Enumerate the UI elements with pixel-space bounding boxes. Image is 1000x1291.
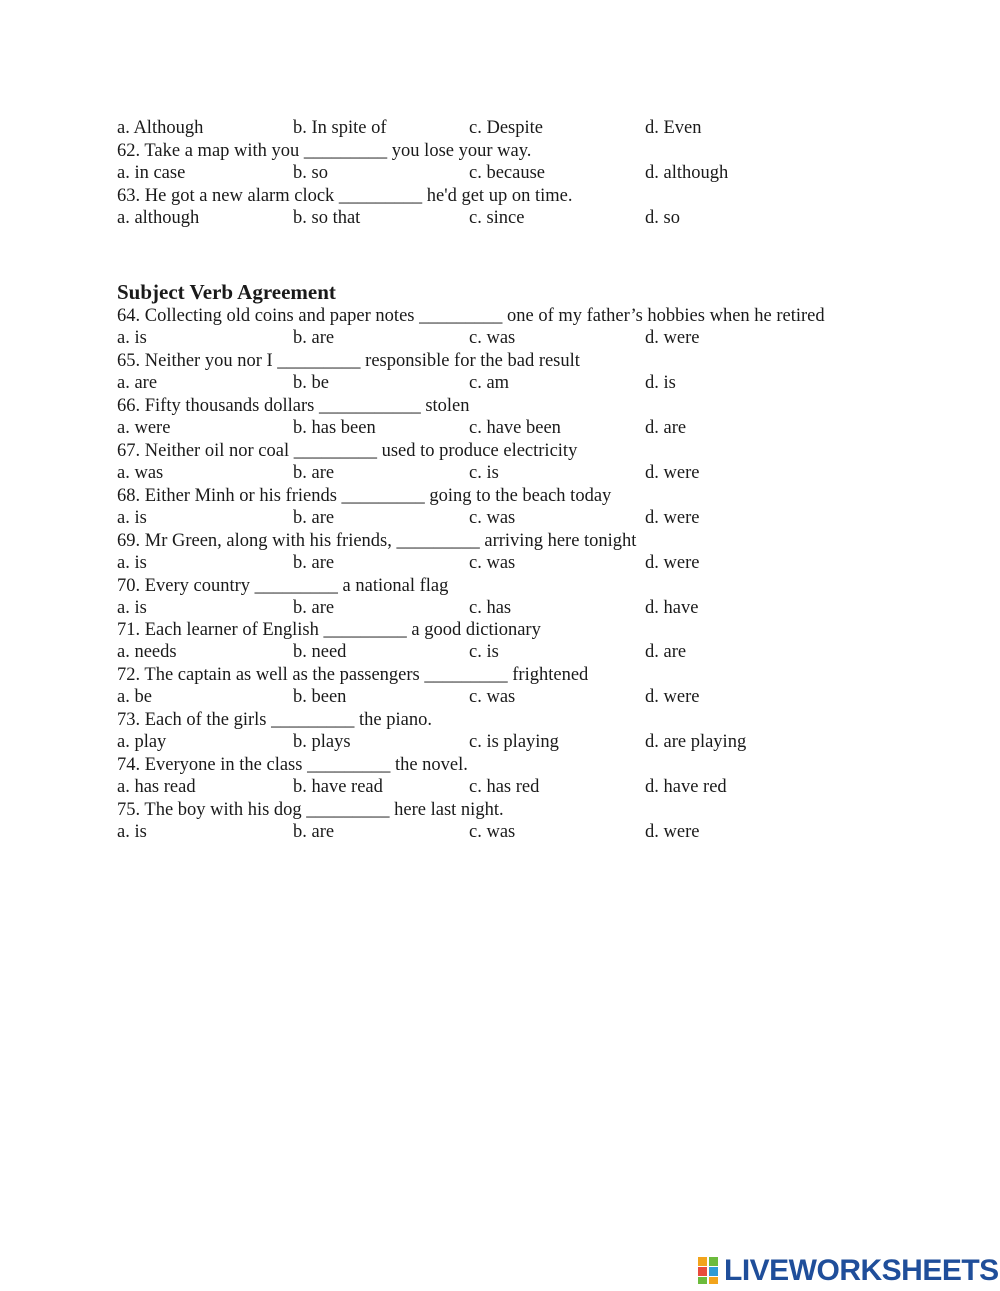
option-b[interactable]: b. are bbox=[293, 553, 335, 573]
option-a[interactable]: a. is bbox=[117, 598, 147, 618]
option-c[interactable]: c. is bbox=[469, 463, 499, 483]
question-67: 67. Neither oil nor coal _________ used to produce electricity bbox=[117, 441, 578, 461]
option-c[interactable]: c. since bbox=[469, 208, 525, 228]
option-b[interactable]: b. are bbox=[293, 508, 335, 528]
question-74: 74. Everyone in the class _________ the novel. bbox=[117, 755, 468, 775]
liveworksheets-logo bbox=[698, 1256, 999, 1286]
option-a[interactable]: a. be bbox=[117, 687, 152, 707]
option-b[interactable]: b. be bbox=[293, 373, 329, 393]
option-a[interactable]: a. are bbox=[117, 373, 158, 393]
option-b[interactable]: b. so bbox=[293, 163, 328, 183]
option-b[interactable]: b. has been bbox=[293, 418, 376, 438]
option-a[interactable]: a. has read bbox=[117, 777, 196, 797]
question-71: 71. Each learner of English _________ a good dictionary bbox=[117, 620, 541, 640]
option-d[interactable]: d. so bbox=[645, 208, 680, 228]
options-row-71 bbox=[117, 641, 837, 663]
option-d[interactable]: d. were bbox=[645, 463, 700, 483]
options-row-67 bbox=[117, 462, 837, 484]
option-d[interactable]: d. are playing bbox=[645, 732, 747, 752]
option-c[interactable]: c. was bbox=[469, 328, 516, 348]
options-row-70 bbox=[117, 597, 837, 619]
option-d[interactable]: d. although bbox=[645, 163, 729, 183]
question-70: 70. Every country _________ a national flag bbox=[117, 576, 449, 596]
option-b[interactable]: b. so that bbox=[293, 208, 361, 228]
options-row-65 bbox=[117, 372, 837, 394]
option-a[interactable]: a. were bbox=[117, 418, 171, 438]
option-a[interactable]: a. although bbox=[117, 208, 200, 228]
question-62: 62. Take a map with you _________ you lose your way. bbox=[117, 141, 532, 161]
options-row-66 bbox=[117, 417, 837, 439]
option-d[interactable]: d. were bbox=[645, 508, 700, 528]
option-a[interactable]: a. in case bbox=[117, 163, 186, 183]
option-c[interactable]: c. has bbox=[469, 598, 512, 618]
option-b[interactable]: b. been bbox=[293, 687, 347, 707]
option-d[interactable]: d. were bbox=[645, 553, 700, 573]
option-b[interactable]: b. are bbox=[293, 328, 335, 348]
options-row-75 bbox=[117, 821, 837, 843]
option-a[interactable]: a. is bbox=[117, 553, 147, 573]
option-a[interactable]: a. was bbox=[117, 463, 164, 483]
question-69: 69. Mr Green, along with his friends, _________ arriving here tonight bbox=[117, 531, 637, 551]
option-d[interactable]: d. is bbox=[645, 373, 676, 393]
option-d[interactable]: d. have red bbox=[645, 777, 727, 797]
logo-squares-icon bbox=[698, 1257, 720, 1285]
question-64: 64. Collecting old coins and paper notes _________ one of my father’s hobbies when he retired bbox=[117, 306, 825, 326]
option-d[interactable]: d. were bbox=[645, 328, 700, 348]
option-a[interactable]: a. is bbox=[117, 508, 147, 528]
option-c[interactable]: c. was bbox=[469, 553, 516, 573]
option-c[interactable]: c. has red bbox=[469, 777, 540, 797]
options-row-68 bbox=[117, 507, 837, 529]
option-b[interactable]: b. need bbox=[293, 642, 347, 662]
option-b[interactable]: b. have read bbox=[293, 777, 383, 797]
option-c[interactable]: c. is playing bbox=[469, 732, 559, 752]
option-b[interactable]: b. are bbox=[293, 822, 335, 842]
option-d[interactable]: d. have bbox=[645, 598, 699, 618]
option-c[interactable]: c. Despite bbox=[469, 118, 543, 138]
options-row-69 bbox=[117, 552, 837, 574]
option-d[interactable]: d. Even bbox=[645, 118, 702, 138]
question-63: 63. He got a new alarm clock _________ he'd get up on time. bbox=[117, 186, 573, 206]
options-row-62 bbox=[117, 162, 837, 184]
option-d[interactable]: d. are bbox=[645, 642, 687, 662]
option-c[interactable]: c. was bbox=[469, 822, 516, 842]
question-73: 73. Each of the girls _________ the piano. bbox=[117, 710, 432, 730]
question-68: 68. Either Minh or his friends _________ going to the beach today bbox=[117, 486, 612, 506]
option-d[interactable]: d. are bbox=[645, 418, 687, 438]
option-d[interactable]: d. were bbox=[645, 687, 700, 707]
option-c[interactable]: c. have been bbox=[469, 418, 561, 438]
option-a[interactable]: a. play bbox=[117, 732, 167, 752]
option-d[interactable]: d. were bbox=[645, 822, 700, 842]
logo-text: LIVEWORKSHEETS bbox=[724, 1254, 999, 1287]
option-c[interactable]: c. was bbox=[469, 687, 516, 707]
question-65: 65. Neither you nor I _________ responsible for the bad result bbox=[117, 351, 580, 371]
option-c[interactable]: c. was bbox=[469, 508, 516, 528]
option-c[interactable]: c. is bbox=[469, 642, 499, 662]
option-a[interactable]: a. is bbox=[117, 822, 147, 842]
option-a[interactable]: a. Although bbox=[117, 118, 204, 138]
option-a[interactable]: a. is bbox=[117, 328, 147, 348]
question-66: 66. Fifty thousands dollars ___________ stolen bbox=[117, 396, 470, 416]
option-b[interactable]: b. In spite of bbox=[293, 118, 387, 138]
option-b[interactable]: b. are bbox=[293, 463, 335, 483]
option-c[interactable]: c. because bbox=[469, 163, 546, 183]
section-title: Subject Verb Agreement bbox=[117, 280, 336, 304]
option-c[interactable]: c. am bbox=[469, 373, 510, 393]
options-row-72 bbox=[117, 686, 837, 708]
options-row-61 bbox=[117, 117, 837, 139]
options-row-64 bbox=[117, 327, 837, 349]
options-row-63 bbox=[117, 207, 837, 229]
options-row-73 bbox=[117, 731, 837, 753]
question-75: 75. The boy with his dog _________ here last night. bbox=[117, 800, 504, 820]
option-b[interactable]: b. plays bbox=[293, 732, 351, 752]
option-a[interactable]: a. needs bbox=[117, 642, 177, 662]
options-row-74 bbox=[117, 776, 837, 798]
option-b[interactable]: b. are bbox=[293, 598, 335, 618]
question-72: 72. The captain as well as the passengers _________ frightened bbox=[117, 665, 589, 685]
